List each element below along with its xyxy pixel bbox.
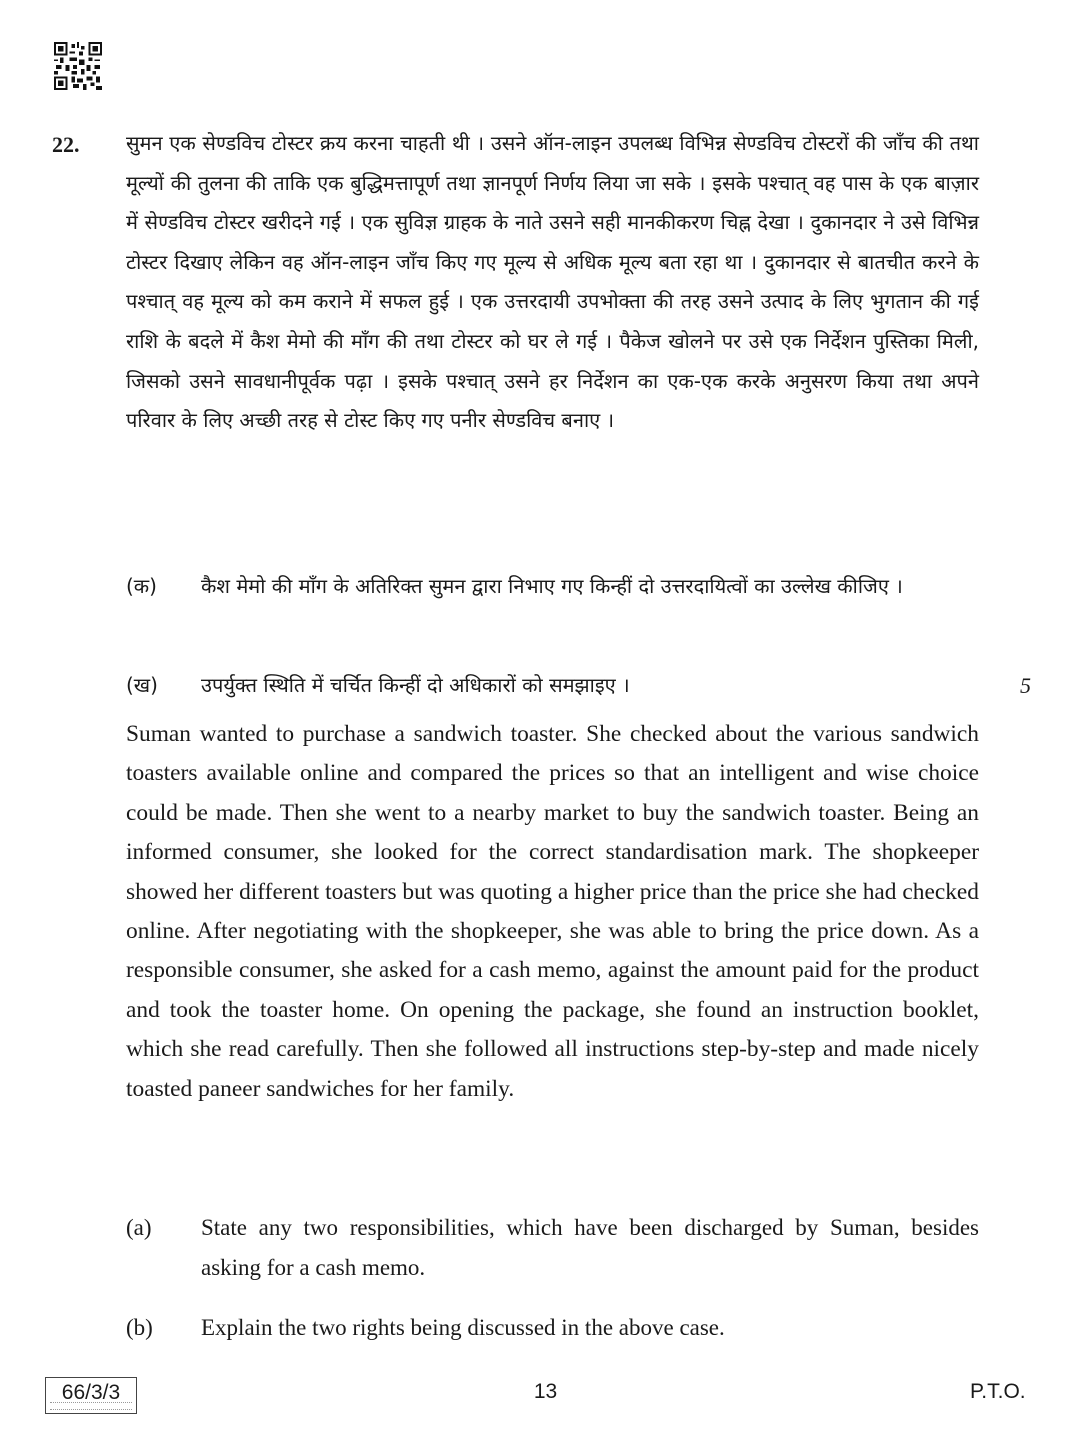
page-number: 13 <box>533 1380 558 1403</box>
english-part-a <box>126 1208 979 1288</box>
english-part-b <box>126 1308 979 1348</box>
part-label: (ख) <box>126 673 158 697</box>
hindi-part-kha <box>126 662 979 708</box>
part-label: (a) <box>126 1215 152 1240</box>
part-label: (b) <box>126 1315 153 1340</box>
english-case-paragraph: Suman wanted to purchase a sandwich toaster. She checked about the various sandwich toasters available online and compared the prices so that an intelligent and wise choice could be made. Then she went to a nearby market to buy the sandwich toaster. Being an informed consumer, she looked for the correct standardisation mark. The shopkeeper showed her different toasters but was quoting a higher price than the price she had checked online. After negotiating with the shopkeeper, she was able to bring the price down. As a responsible consumer, she asked for a cash memo, against the amount paid for the product and took the toaster home. On opening the package, she found an instruction booklet, which she read carefully. Then she followed all instructions step-by-step and made nicely toasted paneer sandwiches for her family. <box>126 721 979 1102</box>
part-text: उपर्युक्त स्थिति में चर्चित किन्हीं दो अधिकारों को समझाइए । <box>201 673 630 697</box>
part-label: (क) <box>126 574 157 598</box>
question-number: 22. <box>52 132 80 157</box>
paper-code: 66/3/3 <box>61 1381 121 1404</box>
part-text: State any two responsibilities, which have been discharged by Suman, besides asking for a cash memo. <box>201 1215 979 1280</box>
hindi-case-paragraph: सुमन एक सेण्डविच टोस्टर क्रय करना चाहती थी । उसने ऑन-लाइन उपलब्ध विभिन्न सेण्डविच टोस्टरों की जाँच की तथा मूल्यों की तुलना की ताकि एक बुद्धिमत्तापूर्ण तथा ज्ञानपूर्ण निर्णय लिया जा सके । इसके पश्चात् वह पास के एक बाज़ार में सेण्डविच टोस्टर खरीदने गई । एक सुविज्ञ ग्राहक के नाते उसने सही मानकीकरण चिह्न देखा । दुकानदार ने उसे विभिन्न टोस्टर दिखाए लेकिन वह ऑन-लाइन जाँच किए गए मूल्य से अधिक मूल्य बता रहा था । दुकानदार से बातचीत करने के पश्चात् वह मूल्य को कम कराने में सफल हुई । एक उत्तरदायी उपभोक्ता की तरह उसने उत्पाद के लिए भुगतान की गई राशि के बदले में कैश मेमो की माँग की तथा टोस्टर को घर ले गई । पैकेज खोलने पर उसे एक निर्देशन पुस्तिका मिली, जिसको उसने सावधानीपूर्वक पढ़ा । इसके पश्चात् उसने हर निर्देशन का एक-एक करके अनुसरण किया तथा अपने परिवार के लिए अच्छी तरह से टोस्ट किए गए पनीर सेण्डविच बनाए । <box>126 131 979 433</box>
part-text: Explain the two rights being discussed in the above case. <box>201 1315 725 1340</box>
part-text: कैश मेमो की माँग के अतिरिक्त सुमन द्वारा निभाए गए किन्हीं दो उत्तरदायित्वों का उल्लेख कीजिए । <box>201 574 903 598</box>
pto-label: P.T.O. <box>970 1380 1026 1403</box>
marks-value: 5 <box>1020 673 1031 698</box>
qr-code-icon <box>54 42 102 90</box>
hindi-part-ka <box>126 563 979 655</box>
